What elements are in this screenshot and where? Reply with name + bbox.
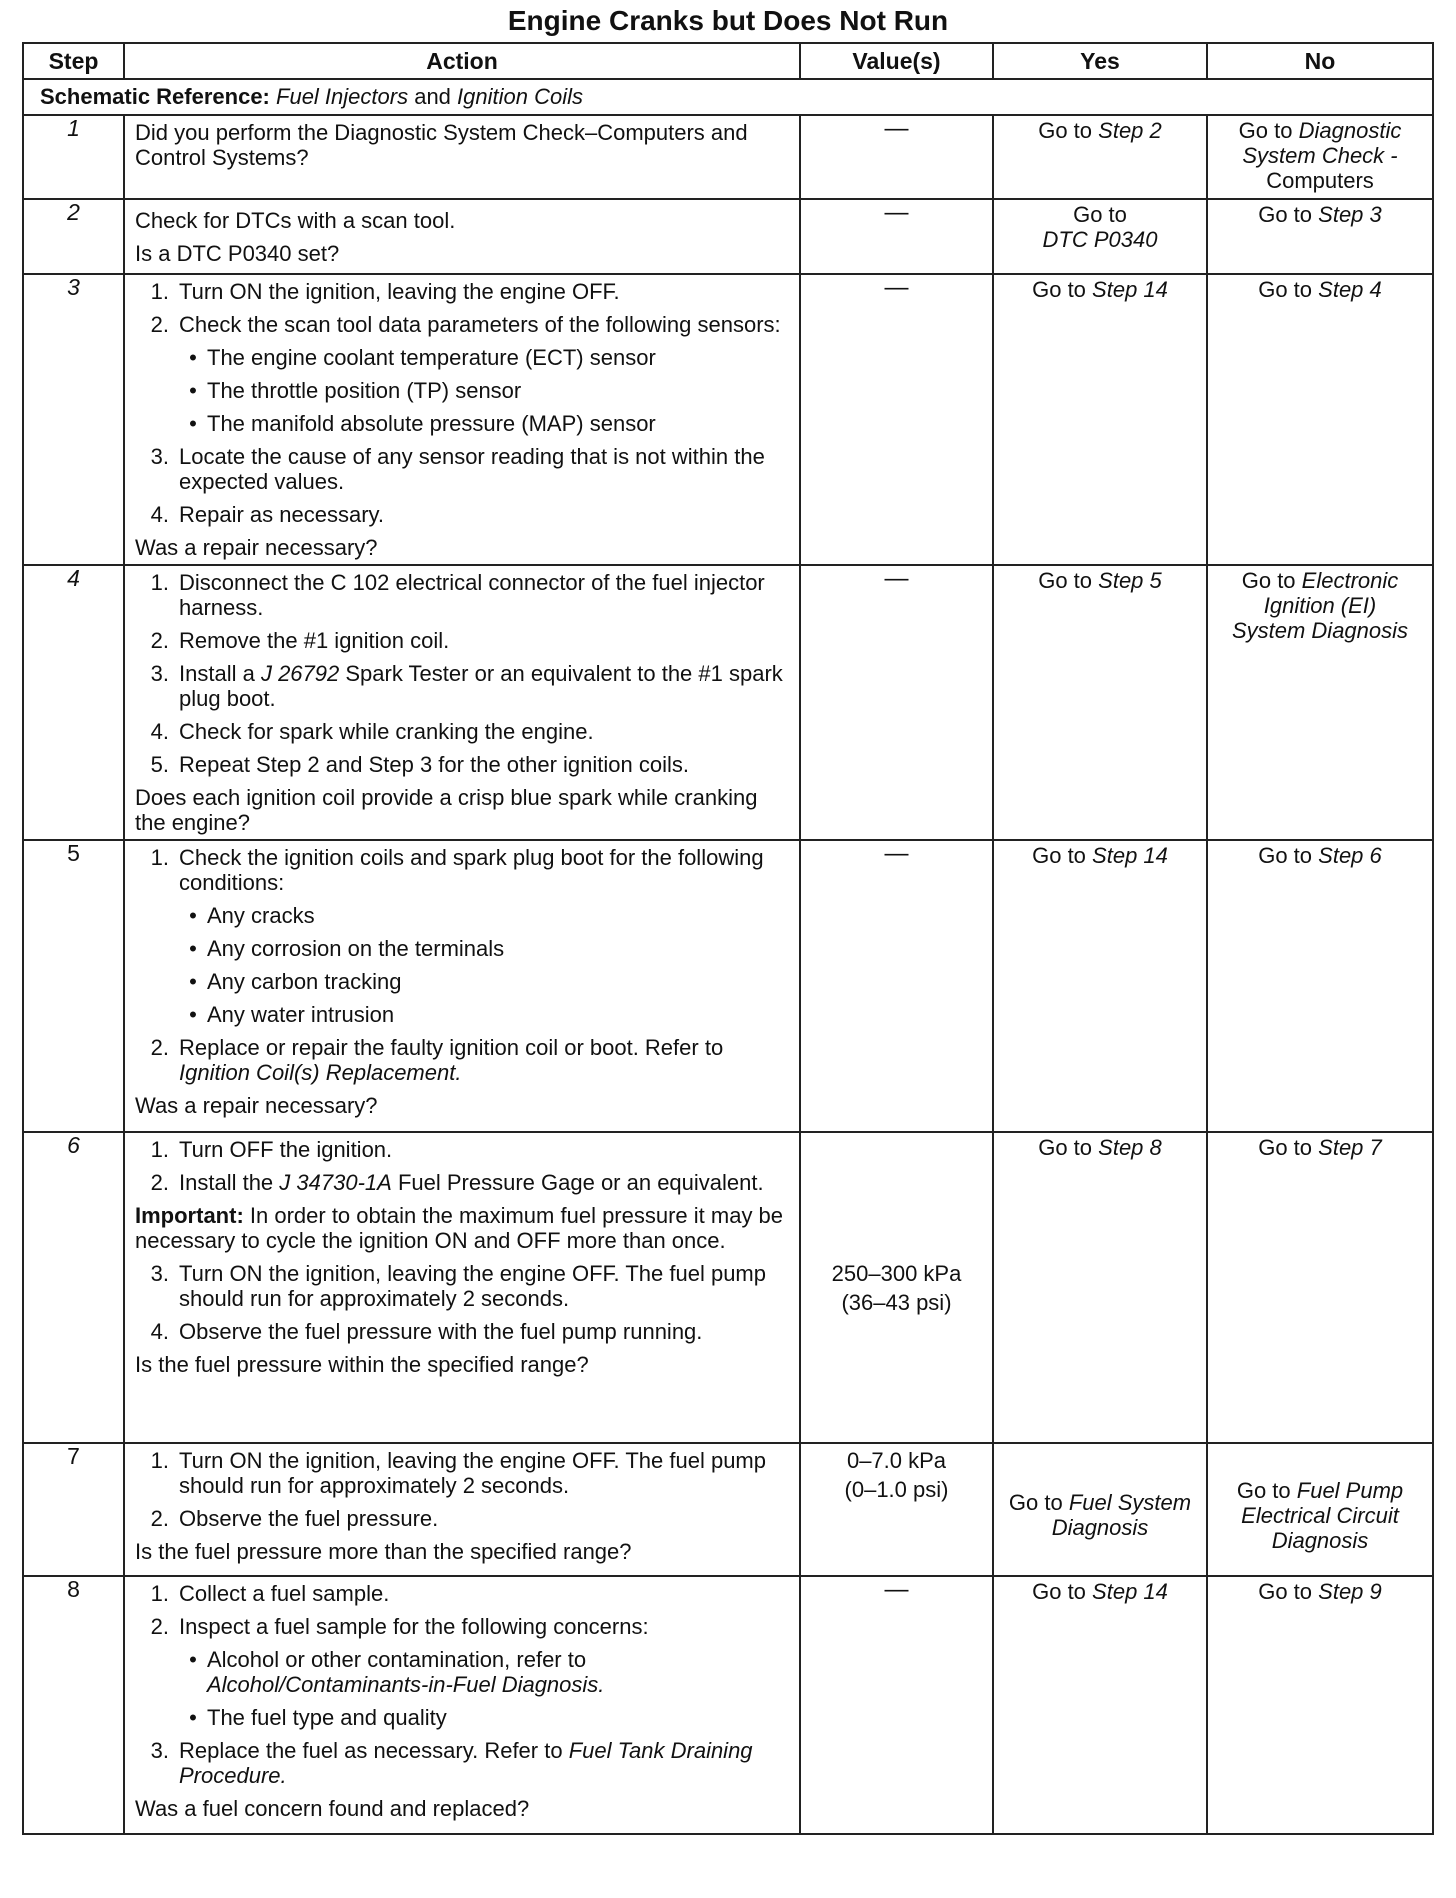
yes-cell: Go to Step 14 [993, 1576, 1207, 1834]
yes-cell: Go to Step 14 [993, 274, 1207, 565]
list-item: 3. Turn ON the ignition, leaving the engine OFF. The fuel pump should run for approximately 2 seconds. [150, 1261, 766, 1311]
list-item: 2. Inspect a fuel sample for the following concerns: [150, 1614, 649, 1639]
bullet-item: • Alcohol or other contamination, refer to Alcohol/Contaminants-in-Fuel Diagnosis. [189, 1647, 605, 1697]
schematic-label: Schematic Reference: [40, 84, 270, 109]
step-action [124, 1443, 800, 1576]
no-cell: Go to Electronic Ignition (EI) System Diagnosis [1207, 565, 1433, 840]
header-row [23, 43, 1433, 79]
step-action [124, 840, 800, 1132]
step-number: 3 [23, 274, 124, 565]
yes-link[interactable]: Step 2 [1098, 118, 1162, 143]
step-number: 8 [23, 1576, 124, 1834]
step-action [124, 115, 800, 199]
schematic-reference-row [23, 79, 1433, 115]
step-value: — [800, 565, 993, 840]
yes-link[interactable]: Step 14 [1092, 1579, 1168, 1604]
yes-link[interactable]: Fuel System Diagnosis [1051, 1490, 1192, 1540]
step-value: — [800, 274, 993, 565]
bullet-item: • The throttle position (TP) sensor [189, 378, 522, 403]
list-item: 3. Install a J 26792 Spark Tester or an equivalent to the #1 spark plug boot. [150, 661, 783, 711]
step-value: 250–300 kPa (36–43 psi) [800, 1132, 993, 1443]
list-item: 2. Replace or repair the faulty ignition coil or boot. Refer to Ignition Coil(s) Replacement. [150, 1035, 724, 1085]
step-question: Is the fuel pressure within the specified range? [135, 1352, 589, 1377]
table-row [23, 199, 1433, 274]
no-cell: Go to Step 4 [1207, 274, 1433, 565]
yes-link[interactable]: Step 8 [1098, 1135, 1162, 1160]
important-note: Important: In order to obtain the maximum fuel pressure it may be necessary to cycle the ignition ON and OFF more than once. [135, 1203, 784, 1253]
list-item: 1. Turn OFF the ignition. [150, 1137, 393, 1162]
list-item: 1. Collect a fuel sample. [150, 1581, 390, 1606]
table-row [23, 1132, 1433, 1443]
step-value: — [800, 199, 993, 274]
step-action [124, 565, 800, 840]
schematic-and: and [414, 84, 451, 109]
step-question: Is the fuel pressure more than the specified range? [135, 1539, 632, 1564]
bullet-item: • Any cracks [189, 903, 315, 928]
step-value: — [800, 1576, 993, 1834]
schematic-part1: Fuel Injectors [276, 84, 409, 109]
step-value: — [800, 115, 993, 199]
list-item: 2. Install the J 34730-1A Fuel Pressure Gage or an equivalent. [150, 1170, 764, 1195]
bullet-item: • The manifold absolute pressure (MAP) sensor [189, 411, 656, 436]
step-number: 4 [23, 565, 124, 840]
no-cell: Go to Step 3 [1207, 199, 1433, 274]
yes-link[interactable]: Step 14 [1092, 277, 1168, 302]
step-question: Was a repair necessary? [135, 1093, 378, 1118]
step-number: 1 [23, 115, 124, 199]
diagnostic-table [22, 42, 1434, 1835]
header-action: Action [124, 43, 800, 79]
page-title: Engine Cranks but Does Not Run [507, 5, 949, 36]
table-row [23, 1576, 1433, 1834]
no-link[interactable]: Diagnostic System Check - [1242, 118, 1402, 168]
step-value: 0–7.0 kPa (0–1.0 psi) [800, 1443, 993, 1576]
step-action [124, 199, 800, 274]
step-action [124, 1576, 800, 1834]
step-value: — [800, 840, 993, 1132]
yes-link[interactable]: DTC P0340 [1042, 227, 1158, 252]
no-link[interactable]: Step 7 [1318, 1135, 1382, 1160]
no-cell: Go to Step 6 [1207, 840, 1433, 1132]
step-question: Was a fuel concern found and replaced? [135, 1796, 530, 1821]
no-cell: Go to Fuel Pump Electrical Circuit Diagnosis [1207, 1443, 1433, 1576]
header-step: Step [23, 43, 124, 79]
list-item: 4. Repair as necessary. [150, 502, 385, 527]
yes-link[interactable]: Step 14 [1092, 843, 1168, 868]
no-link[interactable]: Step 3 [1318, 202, 1382, 227]
step-number: 2 [23, 199, 124, 274]
no-link[interactable]: Step 9 [1318, 1579, 1382, 1604]
step-line: Check for DTCs with a scan tool. [135, 207, 456, 233]
list-item: 1. Check the ignition coils and spark plug boot for the following conditions: [150, 845, 764, 895]
table-row [23, 840, 1433, 1132]
yes-cell: Go to Fuel System Diagnosis [993, 1443, 1207, 1576]
header-no: No [1207, 43, 1433, 79]
list-item: 1. Turn ON the ignition, leaving the engine OFF. [150, 279, 620, 304]
table-row [23, 565, 1433, 840]
bullet-item: • Any carbon tracking [189, 969, 402, 994]
list-item: 2. Remove the #1 ignition coil. [150, 628, 450, 653]
header-values: Value(s) [800, 43, 993, 79]
yes-cell: Go to Step 2 [993, 115, 1207, 199]
list-item: 4. Check for spark while cranking the engine. [150, 719, 594, 744]
header-yes: Yes [993, 43, 1207, 79]
no-link[interactable]: Electronic Ignition (EI) System Diagnosis [1231, 568, 1409, 643]
no-cell: Go to Diagnostic System Check - Computers [1207, 115, 1433, 199]
schematic-part2: Ignition Coils [457, 84, 583, 109]
yes-cell: Go to Step 8 [993, 1132, 1207, 1443]
step-question: Is a DTC P0340 set? [135, 240, 340, 266]
table-row [23, 1443, 1433, 1576]
yes-link[interactable]: Step 5 [1098, 568, 1162, 593]
step-number: 5 [23, 840, 124, 1132]
table-row [23, 115, 1433, 199]
list-item: 5. Repeat Step 2 and Step 3 for the other ignition coils. [150, 752, 689, 777]
table-row [23, 274, 1433, 565]
no-cell: Go to Step 7 [1207, 1132, 1433, 1443]
list-item: 2. Check the scan tool data parameters of the following sensors: [150, 312, 781, 337]
no-link[interactable]: Step 4 [1318, 277, 1382, 302]
no-link[interactable]: Step 6 [1318, 843, 1382, 868]
no-tail: Computers [1266, 168, 1374, 193]
bullet-item: • Any corrosion on the terminals [189, 936, 505, 961]
list-item: 2. Observe the fuel pressure. [150, 1506, 439, 1531]
bullet-item: • Any water intrusion [189, 1002, 395, 1027]
yes-cell: Go to Step 14 [993, 840, 1207, 1132]
step-action [124, 1132, 800, 1443]
step-action [124, 274, 800, 565]
list-item: 3. Replace the fuel as necessary. Refer to Fuel Tank Draining Procedure. [150, 1738, 753, 1788]
no-cell: Go to Step 9 [1207, 1576, 1433, 1834]
list-item: 1. Disconnect the C 102 electrical connector of the fuel injector harness. [150, 570, 765, 620]
list-item: 4. Observe the fuel pressure with the fuel pump running. [150, 1319, 703, 1344]
no-link[interactable]: Fuel Pump Electrical Circuit Diagnosis [1241, 1477, 1404, 1553]
step-question: Does each ignition coil provide a crisp blue spark while cranking the engine? [135, 785, 758, 835]
bullet-item: • The fuel type and quality [189, 1705, 447, 1730]
list-item: 1. Turn ON the ignition, leaving the engine OFF. The fuel pump should run for approximately 2 seconds. [150, 1448, 766, 1498]
schematic-reference [23, 79, 1433, 115]
step-question: Was a repair necessary? [135, 535, 378, 560]
yes-cell: Go to DTC P0340 [993, 199, 1207, 274]
step-question: Did you perform the Diagnostic System Check–Computers and Control Systems? [135, 120, 748, 170]
step-number: 7 [23, 1443, 124, 1576]
step-number: 6 [23, 1132, 124, 1443]
bullet-item: • The engine coolant temperature (ECT) sensor [189, 345, 656, 370]
list-item: 3. Locate the cause of any sensor reading that is not within the expected values. [150, 444, 765, 494]
yes-cell: Go to Step 5 [993, 565, 1207, 840]
